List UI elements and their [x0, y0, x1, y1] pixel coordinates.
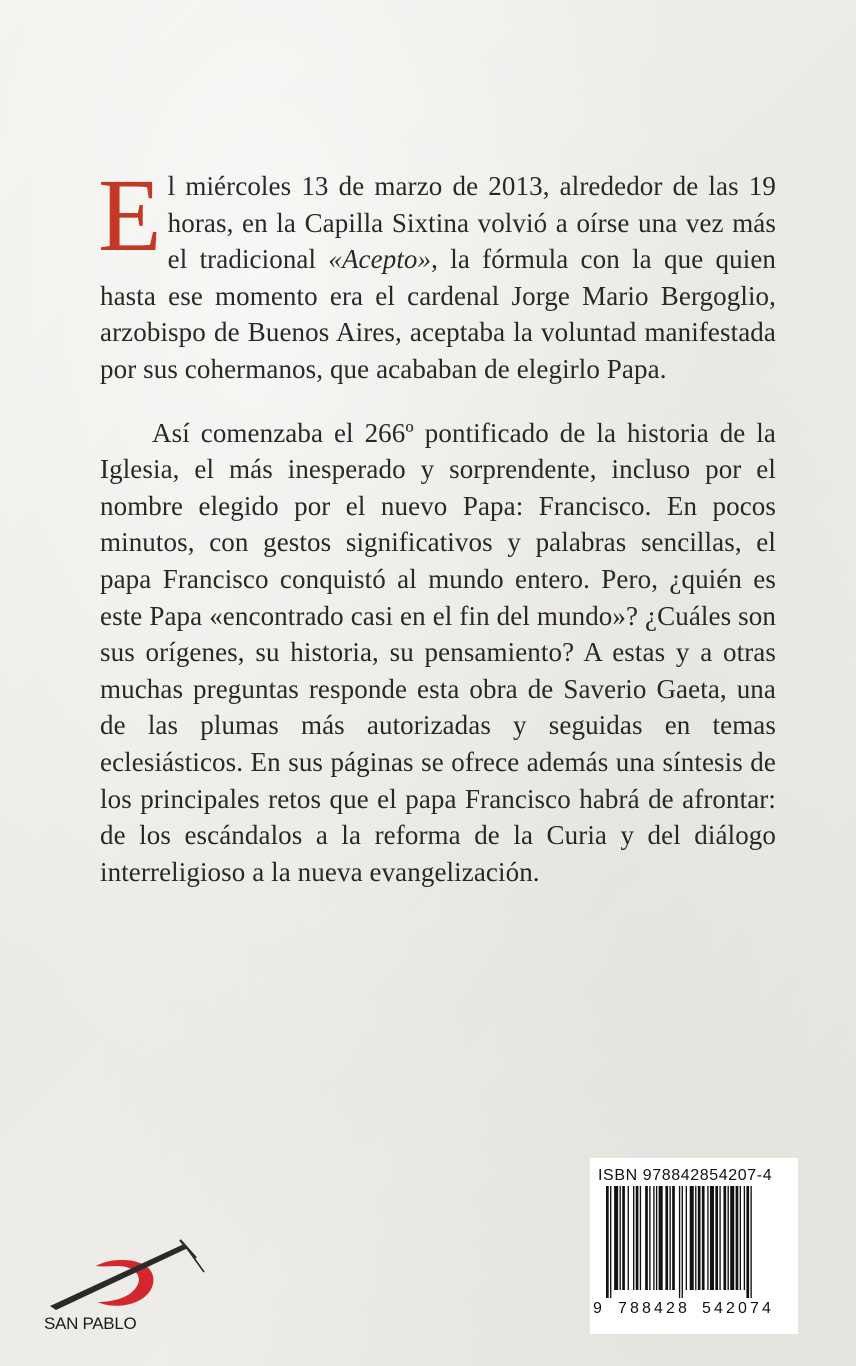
- isbn-barcode: [590, 1158, 798, 1334]
- drop-cap-letter: E: [98, 158, 162, 273]
- paragraph-1-italic-quote: «Acepto»: [328, 244, 432, 275]
- barcode-right-digits: 542074: [702, 1300, 774, 1317]
- publisher-logo: [34, 1236, 214, 1346]
- isbn-label: ISBN 978842854207-4: [598, 1167, 773, 1184]
- san-pablo-sword-logo-icon: [34, 1236, 214, 1316]
- barcode-left-digits: 788428: [618, 1300, 690, 1317]
- paragraph-1: [98, 158, 776, 388]
- barcode-bars: [606, 1186, 788, 1298]
- barcode-first-digit: 9: [593, 1300, 602, 1317]
- paragraph-2: Así comenzaba el 266º pontificado de la historia de la Iglesia, el más inesperado y sorprendente, incluso por el nombre elegido por el nuevo Papa: Francisco. En pocos minutos, con gestos significativos y palabras sencillas, el papa Francisco conquistó al mundo entero. Pero, ¿quién es este Papa «encontrado casi en el fin del mundo»? ¿Cuáles son sus orígenes, su historia, su pensamiento? A estas y a otras muchas preguntas responde esta obra de Saverio Gaeta, una de las plumas más autorizadas y seguidas en temas eclesiásticos. En sus páginas se ofrece además una síntesis de los principales retos que el papa Francisco habrá de afrontar: de los escándalos a la reforma de la Curia y del diálogo interreligioso a la nueva evangelización.: [100, 417, 776, 887]
- publisher-name: SAN PABLO: [44, 1314, 137, 1333]
- paragraph-1-text-end: , la fórmula con la que quien hasta ese momento era el cardenal Jorge Mario Bergoglio, arzobispo de Buenos Aires, aceptaba la voluntad manifestada por sus cohermanos, que acababan de elegirlo Papa.: [100, 244, 776, 384]
- blurb-text: [98, 158, 776, 890]
- paragraph-1-text-start: l miércoles 13 de marzo de 2013, alrededor de las 19 horas, en la Capilla Sixtina volvió a oírse una vez más el tradicional: [167, 171, 776, 275]
